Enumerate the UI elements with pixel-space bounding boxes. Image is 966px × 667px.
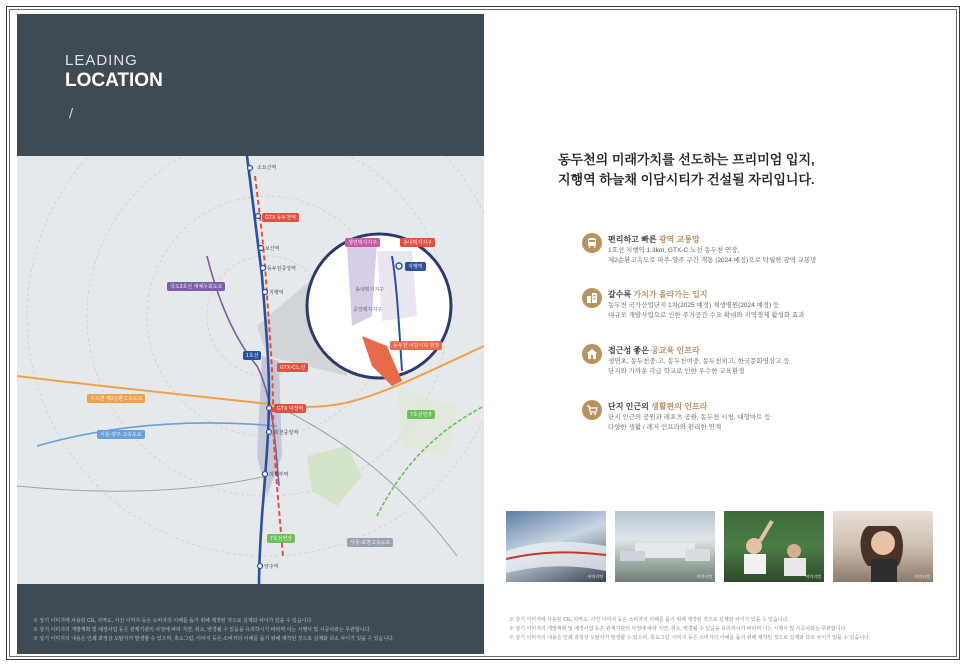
photo-caption: 이미지컷 (914, 574, 930, 579)
headline-line1: 동두천의 미래가치를 선도하는 프리미엄 입지, (558, 152, 815, 167)
station-label: 회천중앙역 (274, 430, 299, 436)
photo-factory (615, 511, 715, 582)
gtx-tag: GTX 덕정역 (274, 404, 306, 413)
feature-title: 갈수록 (608, 290, 634, 299)
line1-tag: 1호선 (243, 351, 261, 360)
feature-title: 단지 인근의 (608, 402, 652, 411)
footnote: ※ 상기 이미지의 개발계획 및 예정사업 등은 관계기관의 사정에 따라 지연, 취소, 변경될 수 있음을 유의하시기 바라며 이는 시행사 및 시공사와는 무관합니다. (509, 626, 847, 632)
photo-caption: 이미지컷 (696, 574, 712, 579)
gtx-tag: GTX-C노선 (277, 363, 308, 372)
road-tag: 7호선연장 (267, 534, 295, 543)
location-map (17, 156, 484, 584)
photo-shopping (833, 511, 933, 582)
road-tag: 7호선연장 (407, 410, 435, 419)
feature-title-highlight: 공교육 인프라 (651, 346, 700, 355)
section-header (17, 14, 484, 156)
road-tag: 서울-포천고속도로 (347, 538, 393, 547)
feature-title: 접근성 좋은 (608, 346, 652, 355)
inset-tag: 생연택지지구 (345, 238, 380, 247)
header-slash: / (69, 106, 74, 120)
station-label: 의정부역 (269, 472, 289, 478)
header-leading: LEADING (65, 52, 138, 69)
station-label: 동두천중앙역 (267, 266, 296, 272)
footnote: ※ 상기 이미지의 개발계획 및 예정사업 등은 관계기관의 사정에 따라 지연, 취소, 변경될 수 있음을 유의하시기 바라며 이는 시행사 및 시공사와는 무관합니다. (33, 627, 371, 633)
footnote: ※ 상기 이미지에 사용된 CG, 지역도, 사진 이미지 등은 소비자의 이해를 돕기 위해 제작된 것으로 실제와 차이가 있을 수 있습니다. (33, 618, 313, 624)
header-location: LOCATION (65, 70, 163, 91)
footnote: ※ 상기 이미지에 사용된 CG, 지역도, 사진 이미지 등은 소비자의 이해를 돕기 위해 제작된 것으로 실제와 차이가 있을 수 있습니다. (509, 617, 789, 623)
inset-station-tag: 지행역 (405, 262, 426, 271)
feature-text: 생연초, 동두천중·고, 동두천여중, 동두천외고, 한국문화영상고 등 (608, 358, 790, 365)
feature-title-highlight: 생활편의 인프라 (651, 402, 708, 411)
feature-text: 대규모 개발사업으로 인한 주거공간 수요 확대와 지역경제 활성화 효과 (608, 312, 805, 319)
inset-tag: 송내택지지구 (400, 238, 435, 247)
photo-caption: 이미지컷 (587, 574, 603, 579)
station-label: 보산역 (265, 246, 280, 252)
station-label: 지행역 (269, 290, 284, 296)
headline (558, 150, 878, 190)
feature-text: 단지와 가까운 각급 학교로 인한 우수한 교육환경 (608, 368, 745, 375)
inset-district: 중앙택지지구 (353, 307, 382, 313)
road-tag: 서울-양주 고속도로 (97, 430, 145, 439)
site-tag: 동두천 이담시티 현장 (390, 341, 442, 350)
left-footer (17, 584, 484, 654)
footnote: ※ 상기 이미지의 내용은 인쇄 과정상 오탈자가 발생할 수 있으며, 축도그림, 이미지 등은 소비자의 이해를 돕기 위해 제작된 것으로 실제와 다소 차이가 있을 수 있습니다. (509, 635, 871, 641)
map-graphic (17, 156, 484, 584)
building-icon (582, 288, 602, 308)
inset-district: 송내택지지구 (355, 287, 384, 293)
feature-title-highlight: 가치가 올라가는 입지 (633, 290, 708, 299)
feature-text: 1호선 지행역 1.3km, GTX-C 노선 동두천 연장, (608, 247, 740, 254)
footnote: ※ 상기 이미지의 내용은 인쇄 과정상 오탈자가 발생할 수 있으며, 축도그림, 이미지 등은 소비자의 이해를 돕기 위해 제작된 것으로 실제와 다소 차이가 있을 수 있습니다. (33, 636, 395, 642)
station-label: 소요산역 (257, 165, 277, 171)
road-tag: 국도3호선 대체우회도로 (167, 282, 225, 291)
feature-text: 동두천 국가산업단지 1차(2025 예정) 재생병원(2024 예정) 등 (608, 302, 780, 309)
feature-title: 편리하고 빠른 (608, 235, 659, 244)
train-icon (582, 233, 602, 253)
photo-caption: 이미지컷 (805, 574, 821, 579)
feature-title-highlight: 광역 교통망 (658, 235, 700, 244)
road-tag: 수도권 제2순환고속도로 (87, 394, 145, 403)
photo-train (506, 511, 606, 582)
feature-text: 제2순환고속도로 파주-양주 구간 개통 (2024 예정)으로 탁월한 광역 교통망 (608, 257, 817, 264)
feature-text: 단지 인근의 공원과 레포츠 공원, 동두천 시청, 대형마트 등 (608, 414, 771, 421)
school-icon (582, 344, 602, 364)
cart-icon (582, 400, 602, 420)
gtx-tag: GTX 동두천역 (262, 213, 299, 222)
station-label: 양주역 (264, 564, 279, 570)
photo-classroom (724, 511, 824, 582)
feature-text: 다양한 생활 / 레저 인프라와 편리한 연계 (608, 424, 722, 431)
headline-line2: 지행역 하늘채 이담시티가 건설될 자리입니다. (558, 172, 815, 187)
